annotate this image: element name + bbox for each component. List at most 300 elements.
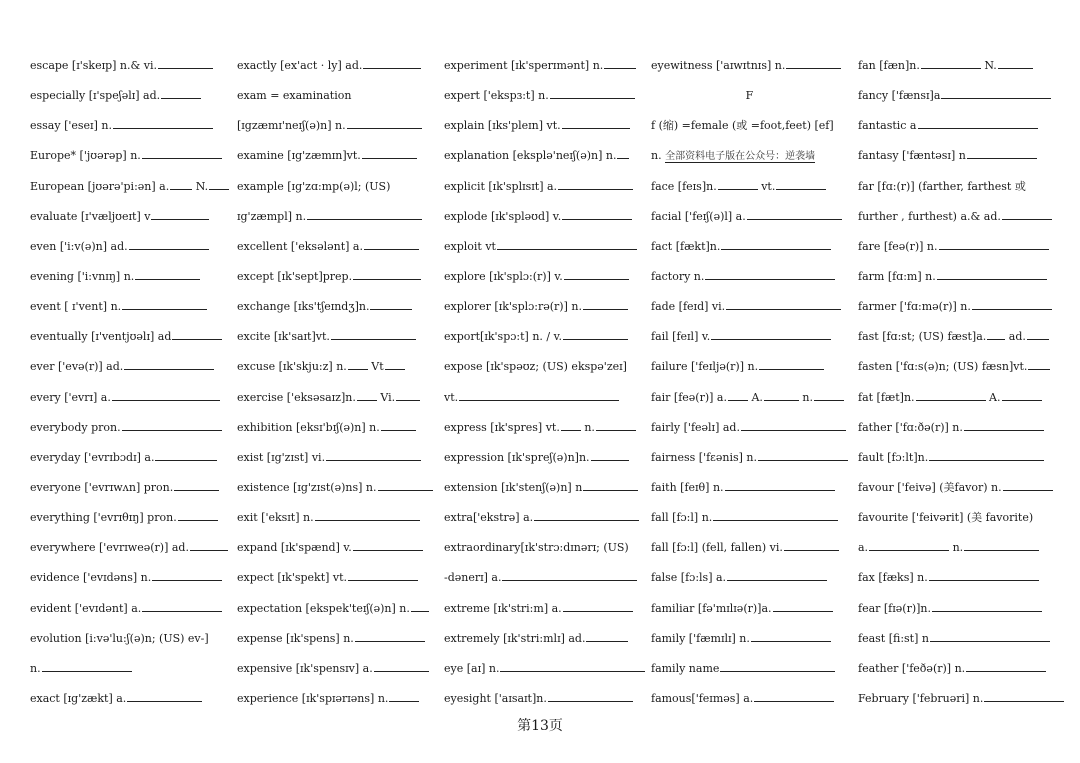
vocab-entry xyxy=(237,266,444,296)
vocab-term: exam = examination xyxy=(237,89,352,103)
vocab-term: ever ['evə(r)] ad. xyxy=(30,360,124,374)
vocab-entry xyxy=(858,628,1065,658)
answer-blank[interactable] xyxy=(929,449,1044,461)
vocab-entry xyxy=(651,447,858,477)
answer-blank[interactable] xyxy=(497,238,637,250)
vocab-term: evening ['i:vnɪŋ] n. xyxy=(30,269,135,283)
vocab-entry xyxy=(651,326,858,356)
answer-blank[interactable] xyxy=(135,268,200,280)
vocab-entry xyxy=(651,598,858,628)
answer-blank[interactable] xyxy=(112,389,220,401)
vocab-entry xyxy=(237,477,444,507)
answer-blank[interactable] xyxy=(174,479,219,491)
answer-blank[interactable] xyxy=(500,660,645,672)
answer-blank[interactable] xyxy=(381,419,416,431)
vocab-term: fat [fæt]n. xyxy=(858,390,915,404)
vocab-entry xyxy=(237,447,444,477)
vocab-entry xyxy=(444,658,651,688)
vocab-term: F xyxy=(745,89,754,103)
vocab-term-extra: n. xyxy=(952,541,964,555)
vocab-term: expose [ɪk'spəʊz; (US) ekspə'zeɪ] xyxy=(444,360,627,374)
answer-blank[interactable] xyxy=(727,569,827,581)
vocab-entry xyxy=(237,356,444,386)
answer-blank[interactable] xyxy=(586,630,628,642)
answer-blank[interactable] xyxy=(161,87,201,99)
vocab-entry xyxy=(444,266,651,296)
vocab-term: fare [feə(r)] n. xyxy=(858,239,938,253)
vocab-entry xyxy=(30,387,237,417)
vocab-entry xyxy=(651,266,858,296)
answer-blank[interactable] xyxy=(178,509,218,521)
answer-blank[interactable] xyxy=(459,389,619,401)
answer-blank[interactable] xyxy=(814,389,844,401)
vocab-entry xyxy=(237,206,444,236)
vocab-term: farm [fɑ:m] n. xyxy=(858,269,936,283)
vocab-term: essay ['eseɪ] n. xyxy=(30,119,112,133)
vocab-entry xyxy=(30,176,237,206)
answer-blank[interactable] xyxy=(155,449,217,461)
vocab-entry xyxy=(651,145,858,175)
vocab-term-extra: Vi. xyxy=(380,390,396,404)
answer-blank[interactable] xyxy=(563,328,628,340)
answer-blank[interactable] xyxy=(967,147,1037,159)
answer-blank[interactable] xyxy=(939,238,1049,250)
vocab-entry xyxy=(444,417,651,447)
vocab-term: [ɪgzæmɪ'neɪʃ(ə)n] n. xyxy=(237,119,346,133)
vocab-entry xyxy=(858,688,1065,718)
vocab-term-extra: vt. xyxy=(761,179,776,193)
vocab-entry xyxy=(444,326,651,356)
vocab-entry xyxy=(237,598,444,628)
answer-blank[interactable] xyxy=(396,389,420,401)
answer-blank[interactable] xyxy=(374,660,429,672)
answer-blank[interactable] xyxy=(726,298,841,310)
answer-blank[interactable] xyxy=(984,690,1064,702)
vocab-term: excellent ['eksələnt] a. xyxy=(237,239,363,253)
vocab-entry xyxy=(858,55,1065,85)
answer-blank[interactable] xyxy=(784,539,839,551)
vocab-term: failure ['feɪljə(r)] n. xyxy=(651,360,759,374)
answer-blank[interactable] xyxy=(718,178,758,190)
vocab-entry xyxy=(444,206,651,236)
answer-blank[interactable] xyxy=(558,178,633,190)
answer-blank[interactable] xyxy=(918,117,1038,129)
answer-blank[interactable] xyxy=(331,328,416,340)
answer-blank[interactable] xyxy=(937,268,1047,280)
vocab-entry xyxy=(444,598,651,628)
vocab-entry xyxy=(237,145,444,175)
vocab-term: exist [ɪg'zɪst] vi. xyxy=(237,450,326,464)
vocab-term: face [feɪs]n. xyxy=(651,179,717,193)
answer-blank[interactable] xyxy=(548,690,633,702)
vocab-term: fall [fɔ:l] (fell, fallen) vi. xyxy=(651,541,783,555)
vocab-entry xyxy=(237,115,444,145)
answer-blank[interactable] xyxy=(932,600,1042,612)
vocab-entry xyxy=(237,296,444,326)
answer-blank[interactable] xyxy=(741,419,846,431)
answer-blank[interactable] xyxy=(347,117,422,129)
answer-blank[interactable] xyxy=(754,690,834,702)
answer-blank[interactable] xyxy=(190,539,228,551)
answer-blank[interactable] xyxy=(326,449,421,461)
answer-blank[interactable] xyxy=(353,539,423,551)
answer-blank[interactable] xyxy=(916,389,986,401)
answer-blank[interactable] xyxy=(411,600,429,612)
vocab-entry xyxy=(651,206,858,236)
vocab-term: every ['evrɪ] a. xyxy=(30,390,111,404)
vocab-entry xyxy=(237,85,444,115)
vocab-term: n. xyxy=(651,149,662,163)
vocab-term: fairness ['fɛənis] n. xyxy=(651,450,757,464)
vocab-column-1 xyxy=(30,55,237,718)
answer-blank[interactable] xyxy=(353,268,421,280)
vocab-term: eye [aɪ] n. xyxy=(444,661,500,675)
vocab-entry xyxy=(858,477,1065,507)
answer-blank[interactable] xyxy=(550,87,635,99)
vocab-entry xyxy=(858,85,1065,115)
vocab-term: everybody pron. xyxy=(30,420,121,434)
vocab-term: exercise ['eksəsaɪz]n. xyxy=(237,390,356,404)
answer-blank[interactable] xyxy=(1002,389,1042,401)
vocab-entry xyxy=(30,296,237,326)
vocab-entry xyxy=(237,658,444,688)
vocab-term: evident ['evɪdənt] a. xyxy=(30,601,142,615)
vocab-term: fact [fækt]n. xyxy=(651,239,721,253)
vocab-term: explode [ɪk'spləʊd] v. xyxy=(444,209,562,223)
vocab-term: fax [fæks] n. xyxy=(858,571,928,585)
vocab-entry xyxy=(237,537,444,567)
answer-blank[interactable] xyxy=(617,147,629,159)
answer-blank[interactable] xyxy=(563,600,633,612)
vocab-entry xyxy=(30,598,237,628)
vocab-entry xyxy=(237,567,444,597)
answer-blank[interactable] xyxy=(721,238,831,250)
vocab-term: fasten ['fɑ:s(ə)n; (US) fæsn]vt. xyxy=(858,360,1028,374)
answer-blank[interactable] xyxy=(758,449,848,461)
vocab-term: fancy ['fænsɪ]a xyxy=(858,89,941,103)
answer-blank[interactable] xyxy=(786,57,841,69)
vocab-entry xyxy=(30,537,237,567)
vocab-term: expectation [ekspek'teɪʃ(ə)n] n. xyxy=(237,601,410,615)
vocab-term: n. xyxy=(30,661,41,675)
vocab-entry xyxy=(651,477,858,507)
answer-blank[interactable] xyxy=(720,660,835,672)
vocab-term: expert ['ekspɜ:t] n. xyxy=(444,89,549,103)
vocab-entry xyxy=(30,417,237,447)
vocab-entry xyxy=(444,356,651,386)
answer-blank[interactable] xyxy=(355,630,425,642)
vocab-term-extra: N. xyxy=(195,179,209,193)
vocab-term: excite [ɪk'saɪt]vt. xyxy=(237,330,330,344)
vocab-term-extra: n. xyxy=(584,420,595,434)
vocab-term: evolution [i:və'lu:ʃ(ə)n; (US) ev-] xyxy=(30,631,209,645)
vocab-term: February ['februəri] n. xyxy=(858,691,984,705)
vocab-entry xyxy=(237,176,444,206)
vocab-term: experiment [ɪk'sperɪmənt] n. xyxy=(444,59,604,72)
vocab-entry xyxy=(444,236,651,266)
vocab-entry xyxy=(651,688,858,718)
answer-blank[interactable] xyxy=(357,389,377,401)
answer-blank[interactable] xyxy=(363,57,421,69)
vocab-term: fault [fɔ:lt]n. xyxy=(858,450,929,464)
vocab-term: extraordinary[ɪk'strɔ:dɪnərɪ; (US) xyxy=(444,541,629,555)
vocab-term: favourite ['feivərit] (美 favorite) xyxy=(858,511,1034,525)
answer-blank[interactable] xyxy=(315,509,420,521)
vocab-entry xyxy=(30,567,237,597)
vocab-entry xyxy=(237,507,444,537)
answer-blank[interactable] xyxy=(348,358,368,370)
answer-blank[interactable] xyxy=(773,600,833,612)
vocab-term: examine [ɪg'zæmɪn]vt. xyxy=(237,149,361,163)
vocab-entry xyxy=(444,447,651,477)
vocab-entry xyxy=(30,85,237,115)
vocab-entry xyxy=(30,447,237,477)
answer-blank[interactable] xyxy=(604,57,636,69)
answer-blank[interactable] xyxy=(564,268,629,280)
answer-blank[interactable] xyxy=(776,178,826,190)
answer-blank[interactable] xyxy=(172,328,222,340)
vocab-entry xyxy=(30,145,237,175)
answer-blank[interactable] xyxy=(385,358,405,370)
vocab-term: ɪg'zæmpl] n. xyxy=(237,209,307,223)
vocab-entry xyxy=(30,266,237,296)
vocab-entry xyxy=(858,296,1065,326)
vocab-term: fade [feɪd] vi. xyxy=(651,300,726,314)
answer-blank[interactable] xyxy=(930,630,1050,642)
answer-blank[interactable] xyxy=(987,328,1005,340)
answer-blank[interactable] xyxy=(583,298,628,310)
answer-blank[interactable] xyxy=(364,238,419,250)
answer-blank[interactable] xyxy=(728,389,748,401)
vocab-term-extra: Vt xyxy=(371,360,384,374)
answer-blank[interactable] xyxy=(127,690,202,702)
vocab-entry xyxy=(444,55,651,85)
answer-blank[interactable] xyxy=(142,600,222,612)
answer-blank[interactable] xyxy=(725,479,835,491)
answer-blank[interactable] xyxy=(562,208,632,220)
vocab-entry xyxy=(444,145,651,175)
vocab-entry xyxy=(651,417,858,447)
answer-blank[interactable] xyxy=(561,419,581,431)
vocab-entry xyxy=(444,537,651,567)
answer-blank[interactable] xyxy=(941,87,1051,99)
answer-blank[interactable] xyxy=(764,389,799,401)
vocab-term: a. xyxy=(858,541,869,555)
vocab-column-3 xyxy=(444,55,651,718)
vocab-term-extra: ad. xyxy=(1008,330,1026,344)
answer-blank[interactable] xyxy=(759,358,824,370)
vocab-term: expand [ɪk'spænd] v. xyxy=(237,541,352,555)
vocab-entry xyxy=(651,236,858,266)
answer-blank[interactable] xyxy=(362,147,417,159)
answer-blank[interactable] xyxy=(751,630,831,642)
vocab-term: even ['i:v(ə)n] ad. xyxy=(30,239,128,253)
answer-blank[interactable] xyxy=(124,358,214,370)
answer-blank[interactable] xyxy=(869,539,949,551)
vocab-entry xyxy=(237,236,444,266)
vocab-term: extremely [ɪk'stri:mlɪ] ad. xyxy=(444,631,586,645)
vocab-column-5 xyxy=(858,55,1065,718)
vocab-term: export[ɪk'spɔ:t] n. / v. xyxy=(444,330,563,344)
answer-blank[interactable] xyxy=(389,690,419,702)
answer-blank[interactable] xyxy=(972,298,1052,310)
vocab-term: facial ['feɪʃ(ə)l] a. xyxy=(651,209,746,223)
vocab-entry xyxy=(30,236,237,266)
answer-blank[interactable] xyxy=(713,509,838,521)
vocab-entry xyxy=(651,85,858,115)
vocab-term: favour ['feivə] (美favor) n. xyxy=(858,480,1002,494)
answer-blank[interactable] xyxy=(170,178,192,190)
vocab-entry xyxy=(444,387,651,417)
answer-blank[interactable] xyxy=(964,419,1044,431)
vocab-entry xyxy=(30,628,237,658)
vocab-column-4 xyxy=(651,55,858,718)
vocab-term: father ['fɑ:ðə(r)] n. xyxy=(858,420,963,434)
answer-blank[interactable] xyxy=(998,57,1033,69)
vocab-term: extension [ɪk'stenʃ(ə)n] n xyxy=(444,480,583,494)
answer-blank[interactable] xyxy=(966,660,1046,672)
vocab-term: fan [fæn]n. xyxy=(858,59,920,72)
vocab-term: expression [ɪk'spreʃ(ə)n]n. xyxy=(444,450,590,464)
vocab-entry xyxy=(237,417,444,447)
vocab-entry xyxy=(858,115,1065,145)
vocab-entry xyxy=(651,115,858,145)
vocab-entry xyxy=(651,176,858,206)
answer-blank[interactable] xyxy=(378,479,433,491)
answer-blank[interactable] xyxy=(370,298,412,310)
vocab-entry xyxy=(651,628,858,658)
answer-blank[interactable] xyxy=(562,117,630,129)
answer-blank[interactable] xyxy=(42,660,132,672)
answer-blank[interactable] xyxy=(1028,358,1050,370)
vocab-entry xyxy=(651,507,858,537)
watermark-text: 全部资料电子版在公众号：逆袭墙 xyxy=(665,151,816,163)
vocab-entry xyxy=(651,537,858,567)
vocab-term: further , furthest) a.& ad. xyxy=(858,209,1001,223)
vocab-term: exact [ɪg'zækt] a. xyxy=(30,691,127,705)
answer-blank[interactable] xyxy=(1003,479,1053,491)
vocab-entry xyxy=(858,236,1065,266)
vocab-term-extra: A. xyxy=(989,390,1001,404)
vocab-term: escape [ɪ'skeɪp] n.& vi. xyxy=(30,59,158,72)
vocab-term: evaluate [ɪ'væljʊeɪt] v xyxy=(30,209,151,223)
vocab-entry xyxy=(444,85,651,115)
vocab-term: feather ['feðə(r)] n. xyxy=(858,661,966,675)
vocab-term: fantastic a xyxy=(858,119,917,133)
vocab-term: everyday ['evrɪbɔdɪ] a. xyxy=(30,450,155,464)
vocab-term-extra: N. xyxy=(984,59,997,72)
vocab-entry xyxy=(858,567,1065,597)
answer-blank[interactable] xyxy=(307,208,422,220)
vocab-entry xyxy=(858,206,1065,236)
answer-blank[interactable] xyxy=(596,419,636,431)
answer-blank[interactable] xyxy=(152,569,222,581)
vocab-term: fast [fɑ:st; (US) fæst]a. xyxy=(858,330,987,344)
vocab-term: explain [ɪks'pleɪn] vt. xyxy=(444,119,561,133)
answer-blank[interactable] xyxy=(591,449,629,461)
answer-blank[interactable] xyxy=(348,569,418,581)
vocab-term: farmer ['fɑ:mə(r)] n. xyxy=(858,300,971,314)
vocab-entry xyxy=(444,477,651,507)
answer-blank[interactable] xyxy=(534,509,639,521)
vocab-term: event [ ɪ'vent] n. xyxy=(30,300,122,314)
vocab-term-extra: n. xyxy=(802,390,814,404)
vocab-term: existence [ɪg'zɪst(ə)ns] n. xyxy=(237,480,377,494)
answer-blank[interactable] xyxy=(1027,328,1049,340)
vocab-entry xyxy=(858,507,1065,537)
answer-blank[interactable] xyxy=(142,147,222,159)
vocab-entry xyxy=(651,55,858,85)
vocab-term: extra['ekstrə] a. xyxy=(444,511,534,525)
answer-blank[interactable] xyxy=(964,539,1039,551)
answer-blank[interactable] xyxy=(502,569,637,581)
vocab-entry xyxy=(30,55,237,85)
vocab-term: excuse [ɪk'skju:z] n. xyxy=(237,360,347,374)
vocab-term: false [fɔ:ls] a. xyxy=(651,571,727,585)
vocab-term: fairly ['feəlɪ] ad. xyxy=(651,420,740,434)
vocab-entry xyxy=(30,507,237,537)
answer-blank[interactable] xyxy=(711,328,831,340)
answer-blank[interactable] xyxy=(129,238,209,250)
vocab-term: familiar [fə'mɪlɪə(r)]a. xyxy=(651,601,772,615)
vocab-term: family ['fæmɪlɪ] n. xyxy=(651,631,750,645)
vocab-column-2 xyxy=(237,55,444,718)
answer-blank[interactable] xyxy=(122,419,222,431)
answer-blank[interactable] xyxy=(209,178,229,190)
answer-blank[interactable] xyxy=(122,298,207,310)
vocab-term: Europe* ['jʊərəp] n. xyxy=(30,149,141,163)
vocab-term: evidence ['evɪdəns] n. xyxy=(30,571,152,585)
page-number: 第13页 xyxy=(517,718,563,734)
vocab-entry xyxy=(444,115,651,145)
answer-blank[interactable] xyxy=(929,569,1039,581)
vocab-entry xyxy=(858,387,1065,417)
vocab-entry xyxy=(237,628,444,658)
vocab-entry xyxy=(444,296,651,326)
answer-blank[interactable] xyxy=(705,268,835,280)
answer-blank[interactable] xyxy=(747,208,842,220)
vocab-entry xyxy=(858,326,1065,356)
vocab-entry xyxy=(30,206,237,236)
answer-blank[interactable] xyxy=(583,479,638,491)
answer-blank[interactable] xyxy=(113,117,213,129)
vocab-term: explanation [eksplə'neɪʃ(ə)n] n. xyxy=(444,149,617,163)
vocab-term: -dənerɪ] a. xyxy=(444,571,502,585)
vocab-entry xyxy=(444,688,651,718)
answer-blank[interactable] xyxy=(1002,208,1052,220)
vocab-entry xyxy=(858,447,1065,477)
answer-blank[interactable] xyxy=(921,57,981,69)
vocab-term: eyewitness ['aɪwɪtnɪs] n. xyxy=(651,59,786,72)
vocab-entry xyxy=(858,356,1065,386)
vocab-term: experience [ɪk'spɪərɪəns] n. xyxy=(237,691,389,705)
vocab-entry xyxy=(651,658,858,688)
vocab-term: extreme [ɪk'stri:m] a. xyxy=(444,601,562,615)
vocab-entry xyxy=(858,266,1065,296)
vocab-term: expense [ɪk'spens] n. xyxy=(237,631,354,645)
vocab-term: expect [ɪk'spekt] vt. xyxy=(237,571,348,585)
vocab-entry xyxy=(444,628,651,658)
answer-blank[interactable] xyxy=(151,208,209,220)
vocab-term: except [ɪk'sept]prep. xyxy=(237,269,353,283)
vocab-term: explorer [ɪk'splɔ:rə(r)] n. xyxy=(444,300,582,314)
vocab-entry xyxy=(858,537,1065,567)
vocab-term: famous['feɪməs] a. xyxy=(651,691,754,705)
answer-blank[interactable] xyxy=(158,57,213,69)
vocab-entry xyxy=(30,115,237,145)
vocab-entry xyxy=(858,417,1065,447)
vocab-entry xyxy=(30,688,237,718)
